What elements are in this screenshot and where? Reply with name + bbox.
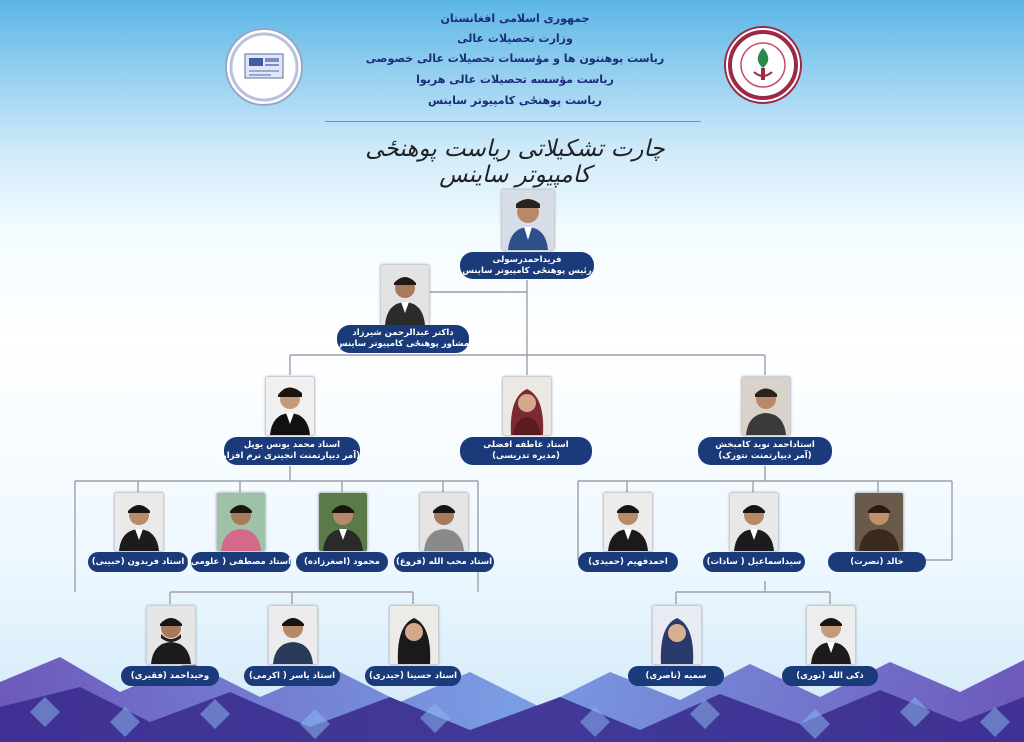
- advisor-name: داکتر عبدالرحمن شیرزاد: [352, 328, 454, 338]
- network-head-name: استاداحمد نوید کامبخش: [715, 440, 815, 450]
- staff-photo-fahim: [603, 492, 653, 552]
- computer-science-logo: [225, 28, 303, 106]
- software-head-label: [217, 437, 360, 465]
- teaching-head-label: [460, 437, 592, 465]
- staff-photo-fereydoon: [114, 492, 164, 552]
- network-head-label: [698, 437, 832, 465]
- staff-photo-zakiullah: [806, 605, 856, 665]
- staff-photo-husna: [389, 605, 439, 665]
- header-faculty: ریاست پوهنځی کامپیوتر ساینس: [427, 94, 603, 107]
- staff-label-somaya: سمیه (ناصری): [628, 666, 724, 686]
- head-label: [460, 252, 594, 279]
- network-head-photo: [741, 376, 791, 436]
- staff-label-khalid: خالد (نصرت): [828, 552, 926, 572]
- chart-title: چارت تشکیلاتی ریاست پوهنځی کامپیوتر ساینس: [365, 136, 665, 188]
- head-photo: [501, 189, 555, 251]
- network-head-role: (آمر دیپارتمنت نتورک): [718, 451, 812, 461]
- staff-label-fahim: احمدفهیم (حمیدی): [578, 552, 678, 572]
- staff-photo-waheed: [146, 605, 196, 665]
- staff-photo-ismail: [729, 492, 779, 552]
- staff-label-zakiullah: ذکی الله (نوری): [782, 666, 878, 686]
- heriwa-institute-logo: [724, 26, 802, 104]
- staff-label-mustafa: استاد مصطفی ( علومی): [191, 552, 291, 572]
- head-name: فریداحمدرسولی: [492, 254, 562, 265]
- staff-photo-mahmood: [318, 492, 368, 552]
- staff-photo-somaya: [652, 605, 702, 665]
- head-role: رئیس پوهنځی کامپیوتر ساینس: [462, 265, 592, 276]
- header-country: جمهوری اسلامی افغانستان: [440, 12, 590, 25]
- header-divider: [325, 121, 701, 122]
- teaching-head-photo: [502, 376, 552, 436]
- staff-photo-mustafa: [216, 492, 266, 552]
- header-ministry: وزارت تحصیلات عالی: [457, 32, 573, 45]
- software-head-photo: [265, 376, 315, 436]
- teaching-head-role: (مدیره تدریسی): [492, 451, 560, 461]
- staff-label-yasir: استاد یاسر ( اکرمی): [244, 666, 340, 686]
- header-presidency: ریاست پوهنتون ها و مؤسسات تحصیلات عالی خصوصی: [365, 52, 665, 65]
- teaching-head-name: استاد عاطفه افضلی: [483, 440, 569, 450]
- staff-label-mahmood: محمود (اصغرزاده): [296, 552, 388, 572]
- staff-label-husna: استاد حسینا (حیدری): [365, 666, 461, 686]
- header-institute: ریاست مؤسسه تحصیلات عالی هریوا: [416, 73, 614, 86]
- software-head-name: استاد محمد یونس یوپل: [243, 440, 341, 450]
- staff-label-waheed: وحیداحمد (فقیری): [121, 666, 219, 686]
- staff-photo-yasir: [268, 605, 318, 665]
- advisor-photo: [380, 264, 430, 326]
- staff-photo-khalid: [854, 492, 904, 552]
- software-head-role: (آمر دیپارتمنت انجینری نرم افزار): [217, 451, 360, 461]
- advisor-label: [337, 325, 469, 353]
- advisor-role: مشاور پوهنځی کامپیوتر ساینس: [335, 339, 469, 349]
- staff-label-ismail: سیداسماعیل ( سادات): [703, 552, 805, 572]
- staff-photo-mohibullah: [419, 492, 469, 552]
- staff-label-fereydoon: استاد فریدون (حبیبی): [88, 552, 188, 572]
- staff-label-mohibullah: استاد محب الله (فروغ): [394, 552, 494, 572]
